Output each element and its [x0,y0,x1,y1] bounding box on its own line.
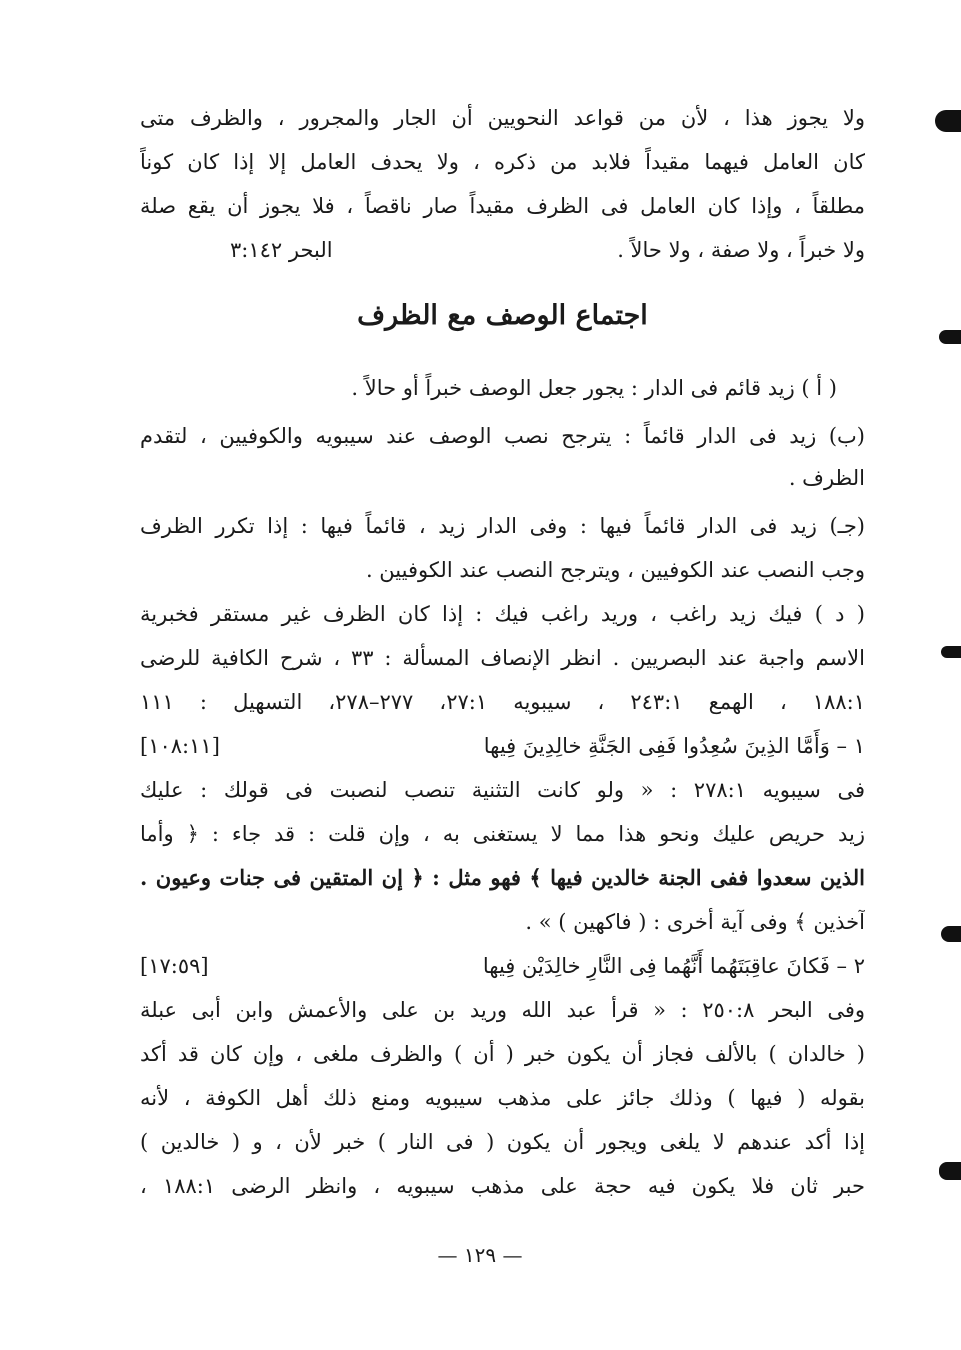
verse-1-reference: [١٠٨:١١] [140,734,220,758]
intro-line-4 [140,228,865,272]
scan-margin-mark [941,926,961,942]
intro-last-line: ولا خبراً ، ولا صفة ، ولا حالاً . [617,238,865,262]
scan-margin-mark [939,1162,961,1180]
sibawayh-line-2: زيد حريص عليك ونحو هذا مما لا يستغنى به ، وإن قلت : قد جاء : ﴿ وأما [140,822,865,846]
case-d-line-1: ( د ) فيك زيد راغب ، وريد راغب فيك : إذا كان الظرف غير مستقر فخبرية [140,602,865,626]
case-b-line-1: (ب) زيد فى الدار قائماً : يترجح نصب الوصف عند سيبويه والكوفيين ، لتقدم [140,424,865,448]
bahr-line-4: إذا أكد عندهم لا يلغى ويجور أن يكون ( فى النار ) خبر لأن ، و ( خالدين ) [140,1130,865,1154]
verse-2 [140,944,865,988]
bahr-line-5: حبر ثان فلا يكون فيه حجة على مذهب سيبويه ، وانظر الرضى ١٨٨:١ ، [140,1174,865,1198]
intro-line-1: ولا يجوز هذا ، لأن من قواعد النحويين أن الجار والمجرور ، والظرف متى [140,106,865,130]
scan-margin-mark [939,330,961,344]
bahr-line-2: ( خالدان ) بالألف فجاز أن يكون خبر ( أن ) والظرف ملغى ، وإن كان قد أكد [140,1042,865,1066]
intro-reference: البحر ٣:١٤٢ [230,238,333,262]
intro-paragraph [140,96,865,272]
intro-line-2: كان العامل فيهما مقيداً فلابد من ذكره ، ولا يحدف العامل إلا إذا كان كوناً [140,150,865,174]
section-body [140,366,865,1208]
case-c-line-1: (جـ) زيد فى الدار قائماً فيها : وفى الدار زيد ، قائماً فيها : إذا تكرر الظرف [140,514,865,538]
page-number: — ١٢٩ — [437,1243,523,1267]
case-a: ( أ ) زيد قائم فى الدار : يجور جعل الوصف خبراً أو حالاً . [351,376,837,400]
sibawayh-line-3: الذين سعدوا ففى الجنة خالدين فيها ﴾ فهو مثل : ﴿ إن المتقين فى جنات وعيون . [140,865,865,890]
verse-1 [140,724,865,768]
case-c-line-2: وجب النصب عند الكوفيين ، ويترجح النصب عند الكوفيين . [365,558,865,582]
verse-2-text: ٢ – فَكانَ عاقِبَتَهُما أَنَّهُما فِى النَّارِ خالِدَيْن فِيها [482,954,865,978]
bahr-line-1: وفى البحر ٢٥٠:٨ : « قرأ عبد الله وريد بن على والأعمش وابن أبى عبلة [140,998,865,1022]
scan-margin-mark [941,646,961,658]
case-d-line-3: ١٨٨:١ ، الهمع ٢٤٣:١ ، سيبويه ٢٧:١، ٢٧٧–٢٧٨، التسهيل : ١١١ [140,690,865,714]
scan-margin-mark [935,110,961,132]
bahr-line-3: بقوله ( فيها ) وذلك جائز على مذهب سيبويه ومنع ذلك أهل الكوفة ، لأنه [140,1086,865,1110]
case-b-line-2: الظرف . [788,466,865,490]
intro-line-3: مطلقاً ، وإذا كان العامل فى الظرف مقيداً صار ناقصاً ، فلا يجوز أن يقع صلة [140,194,865,218]
sibawayh-line-4: آخذين ﴾ وفى آية أخرى : ( فاكهين ) » . [525,910,865,934]
verse-2-reference: [١٧:٥٩] [140,954,209,978]
section-heading: اجتماع الوصف مع الظرف [357,300,648,331]
verse-1-text: ١ – وَأَمَّا الذِينَ سُعِدُوا فَفِى الجَنَّةِ خالِدِينَ فِيها [483,734,865,758]
case-d-line-2: الاسم واجبة عند البصريين . انظر الإنصاف المسألة : ٣٣ ، شرح الكافية للرضى [140,646,865,670]
sibawayh-line-1: فى سيبويه ٢٧٨:١ : « ولو كانت التثنية تنصب لنصبت فى قولك : عليك [140,778,865,802]
